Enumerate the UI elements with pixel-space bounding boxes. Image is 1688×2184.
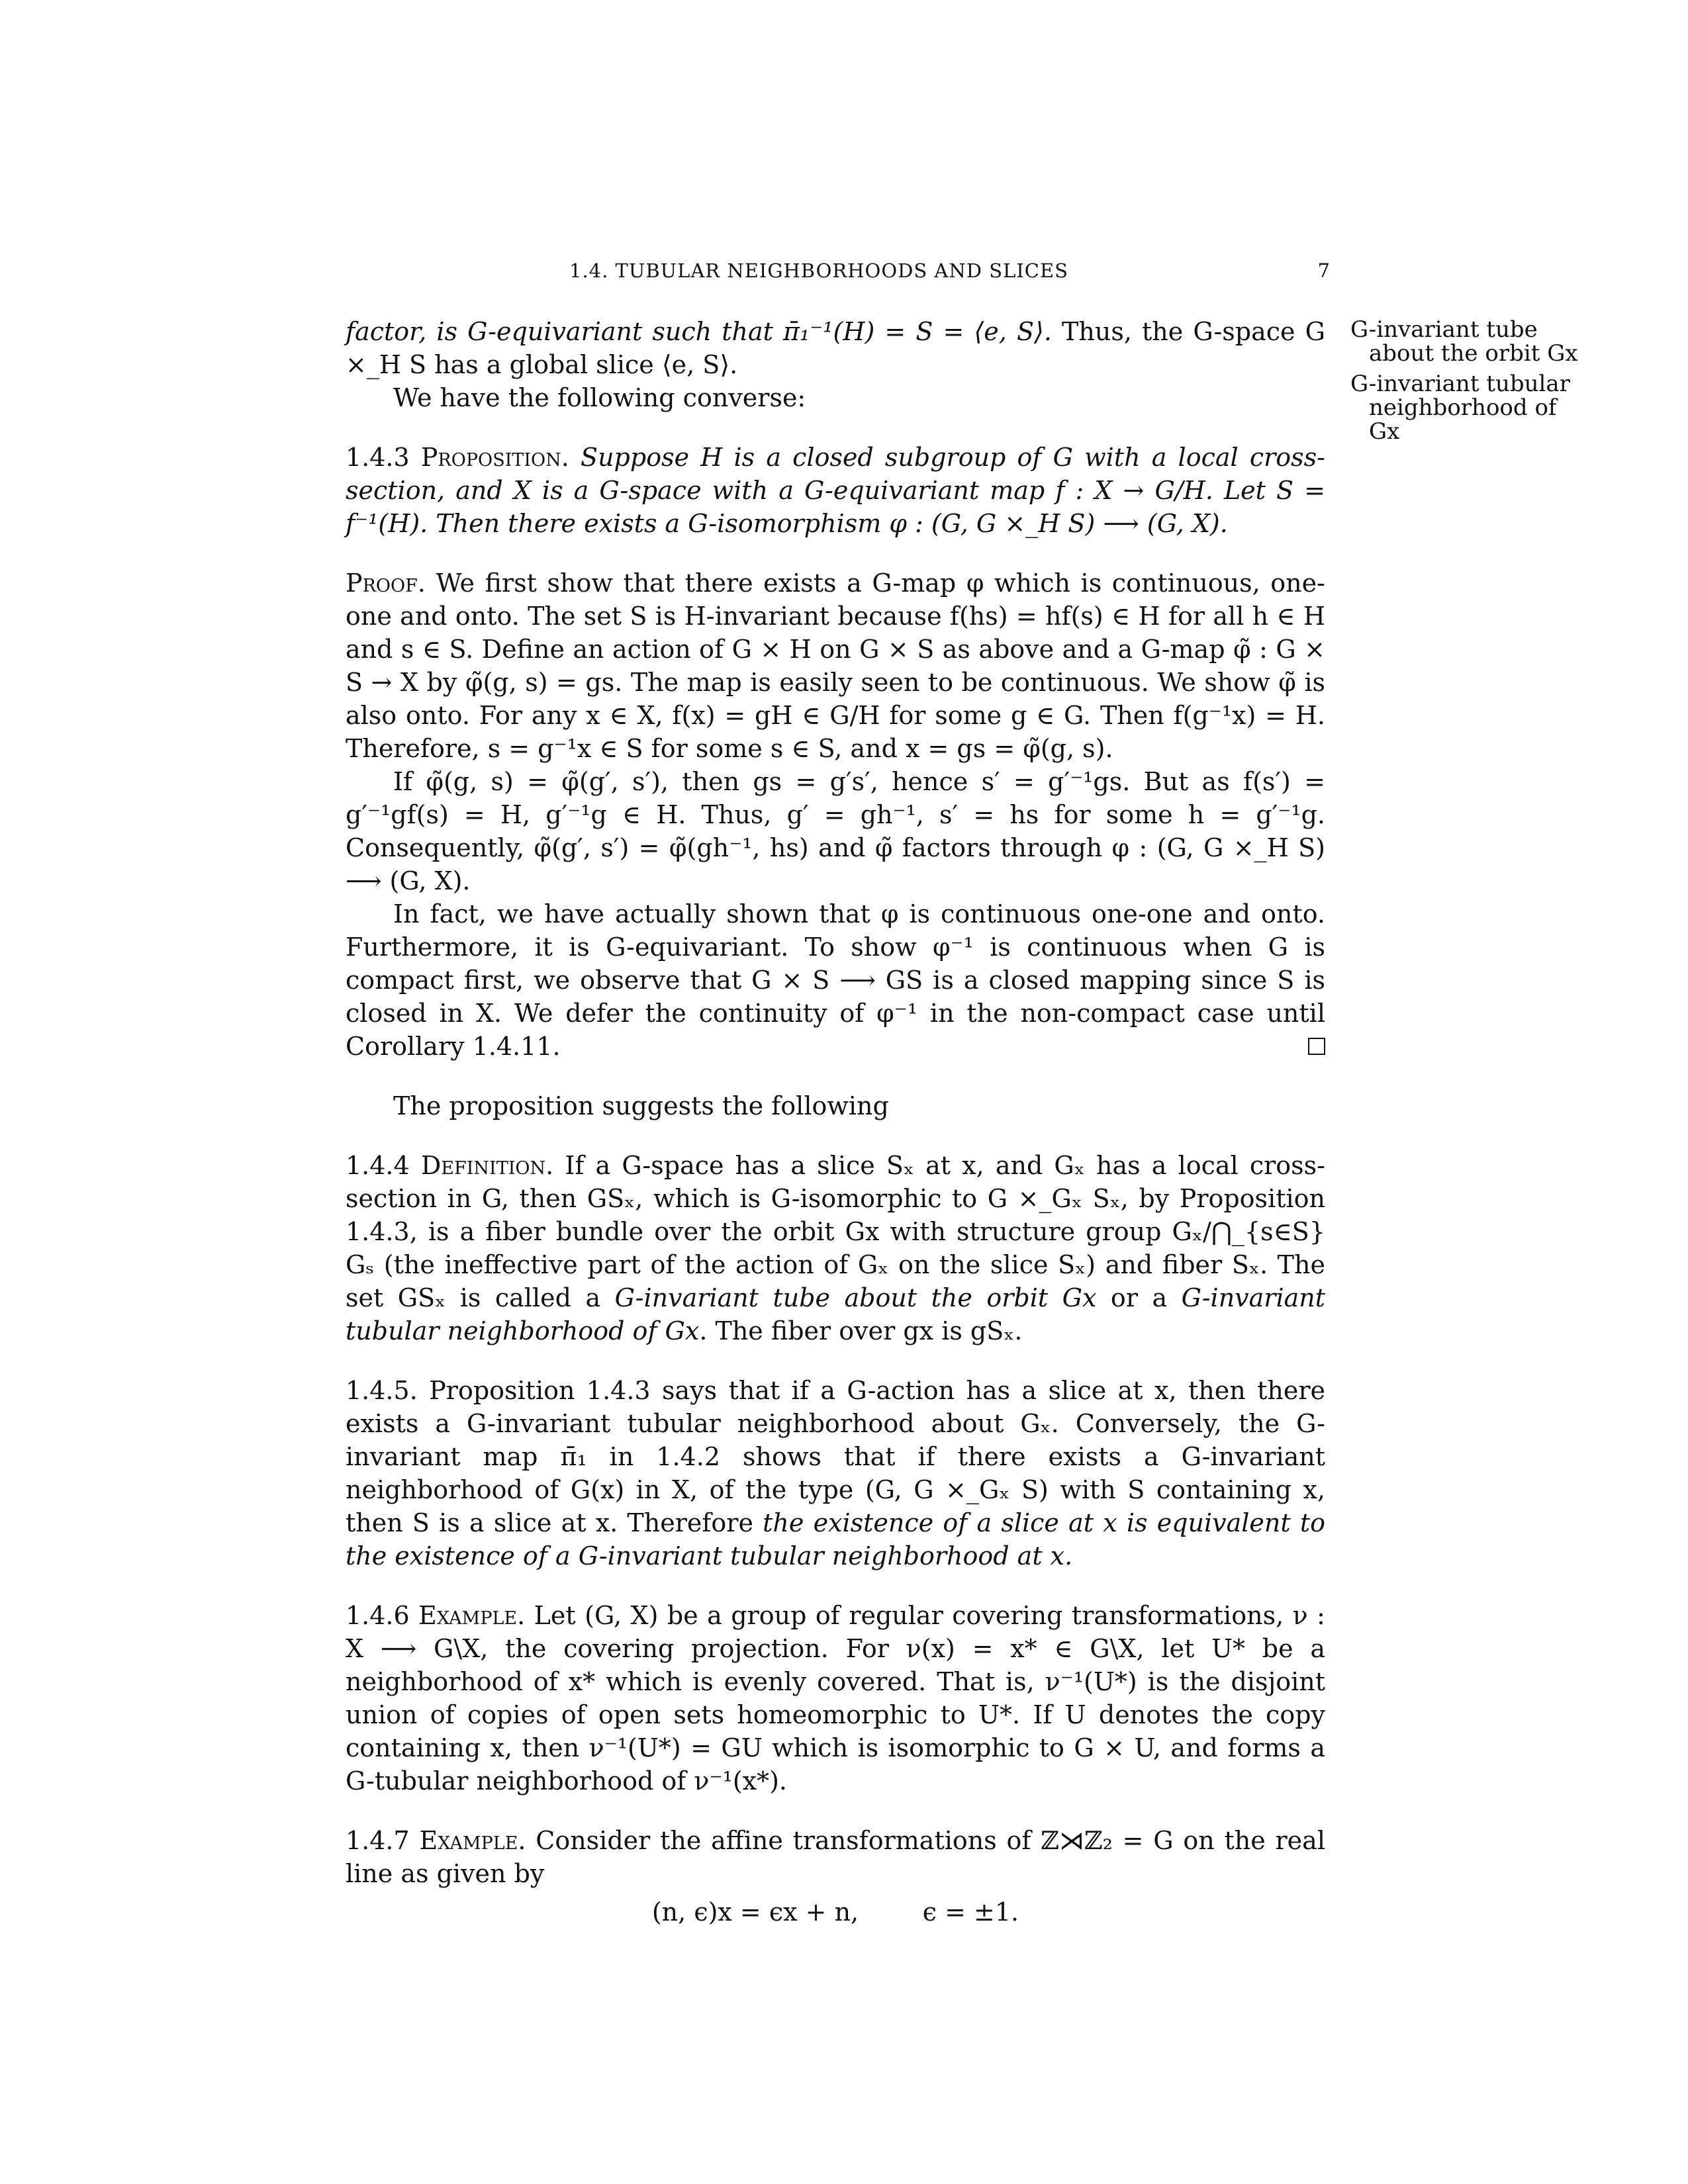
margin-note-tubular-neighborhood [1350,372,1642,443]
example-heading: Example. [418,1601,526,1630]
definition-text: . The fiber over gx is gSₓ. [699,1316,1023,1345]
header-title: 1.4. TUBULAR NEIGHBORHOODS AND SLICES [569,259,1069,282]
definition-1-4-4 [346,1149,1325,1347]
proof-paragraph-3 [346,897,1325,1063]
example-heading: Example. [419,1826,526,1855]
paragraph-text: 1.4.5. Proposition 1.4.3 says that if a G-action has a slice at x, then there exists a G-invariant tubular neighborhood about Gₓ. Conversely, the G-invariant map π̄₁ in 1.4.2 shows that if there exists a G-invariant neighborhood of G(x) in X, of the type (G, G ×_Gₓ S) with S containing x, then S is a slice at x. Therefore [346,1376,1325,1537]
qed-box-icon [1308,1038,1325,1055]
margin-note-line: G-invariant tubular [1350,371,1570,397]
italic-claim: the existence of a slice at x is equivalent to the existence of a G-invariant tubular neighborhood at x. [346,1508,1325,1570]
proof-heading: Proof. [346,569,426,598]
paragraph-converse-intro: We have the following converse: [393,383,806,412]
margin-note-line: G-invariant tube [1350,316,1538,343]
example-1-4-7 [346,1824,1325,1890]
example-text: Let (G, X) be a group of regular covering transformations, ν : X ⟶ G\X, the covering projection. For ν(x) = x* ∈ G\X, let U* be a neighborhood of x* which is evenly covered. That is, ν⁻¹(U*) is the disjoint union of copies of open sets homeomorphic to U*. If U denotes the copy containing x, then ν⁻¹(U*) = GU which is isomorphic to G × U, and forms a G-tubular neighborhood of ν⁻¹(x*). [346,1601,1325,1796]
proposition-number: 1.4.3 [346,443,421,472]
proof-text: We first show that there exists a G-map φ which is continuous, one-one and onto. The set S is H-invariant because f(hs) = hf(s) ∈ H for all h ∈ H and s ∈ S. Define an action of G × H on G × S as above and a G-map φ̃ : G × S → X by φ̃(g, s) = gs. The map is easily seen to be continuous. We show φ̃ is also onto. For any x ∈ X, f(x) = gH ∈ G/H for some g ∈ G. Then f(g⁻¹x) = H. Therefore, s = g⁻¹x ∈ S for some s ∈ S, and x = gs = φ̃(g, s). [346,569,1325,763]
margin-note-line: Gx [1369,418,1400,445]
proof-text: In fact, we have actually shown that φ is continuous one-one and onto. Furthermore, it is G-equivariant. To show φ⁻¹ is continuous when G is compact first, we observe that G × S ⟶ GS is a closed mapping since S is closed in X. We defer the continuity of φ⁻¹ in the non-compact case until Corollary 1.4.11. [346,899,1325,1061]
proof [346,567,1325,765]
page-number: 7 [1317,259,1331,282]
example-number: 1.4.7 [346,1826,420,1855]
paragraph-1-4-5 [346,1374,1325,1572]
proof-paragraph-2: If φ̃(g, s) = φ̃(g′, s′), then gs = g′s′, hence s′ = g′⁻¹gs. But as f(s′) = g′⁻¹gf(s) = H, g′⁻¹g ∈ H. Thus, g′ = gh⁻¹, s′ = hs for some h = g′⁻¹g. Consequently, φ̃(g′, s′) = φ̃(gh⁻¹, hs) and φ̃ factors through φ : (G, G ×_H S) ⟶ (G, X). [346,767,1325,895]
definition-text: If a G-space has a slice Sₓ at x, and Gₓ has a local cross-section in G, then GSₓ, which is G-isomorphic to G ×_Gₓ Sₓ, by Proposition 1.4.3, is a fiber bundle over the orbit Gx with structure group Gₓ/⋂_{s∈S} Gₛ (the ineffective part of the action of Gₓ on the slice Sₓ) and fiber Sₓ. The set GSₓ is called a [346,1151,1325,1312]
definition-text: or a [1096,1283,1182,1312]
defined-term-tube: G-invariant tube about the orbit Gx [614,1283,1097,1312]
example-number: 1.4.6 [346,1601,419,1630]
paragraph-text: Thus, the G-space G ×_H S has a global slice ⟨e, S⟩. [346,317,1326,379]
page-body [346,315,1325,1929]
margin-note-line: neighborhood of [1369,394,1557,421]
italic-claim: factor, is G-equivariant such that π̄₁⁻¹(H) = S = ⟨e, S⟩. [346,317,1052,346]
definition-heading: Definition. [420,1151,554,1180]
paragraph-factor [346,315,1325,381]
definition-number: 1.4.4 [346,1151,421,1180]
margin-note-tube [1350,318,1642,365]
display-equation: (n, ϵ)x = ϵx + n, ϵ = ±1. [651,1897,1019,1927]
proposition-heading: Proposition. [420,443,569,472]
proposition-1-4-3 [346,441,1325,540]
example-text: Consider the affine transformations of ℤ⋊ℤ₂ = G on the real line as given by [346,1826,1325,1888]
example-1-4-6 [346,1599,1325,1797]
running-header [569,259,1331,286]
defined-term-tubular-neighborhood: G-invariant tubular neighborhood of Gx [346,1283,1326,1345]
paragraph-suggests: The proposition suggests the following [393,1091,889,1120]
margin-notes [1350,318,1642,450]
margin-note-line: about the orbit Gx [1369,340,1578,367]
proposition-statement: Suppose H is a closed subgroup of G with a local cross-section, and X is a G-space with a G-equivariant map f : X → G/H. Let S = f⁻¹(H). Then there exists a G-isomorphism φ : (G, G ×_H S) ⟶ (G, X). [346,443,1325,538]
